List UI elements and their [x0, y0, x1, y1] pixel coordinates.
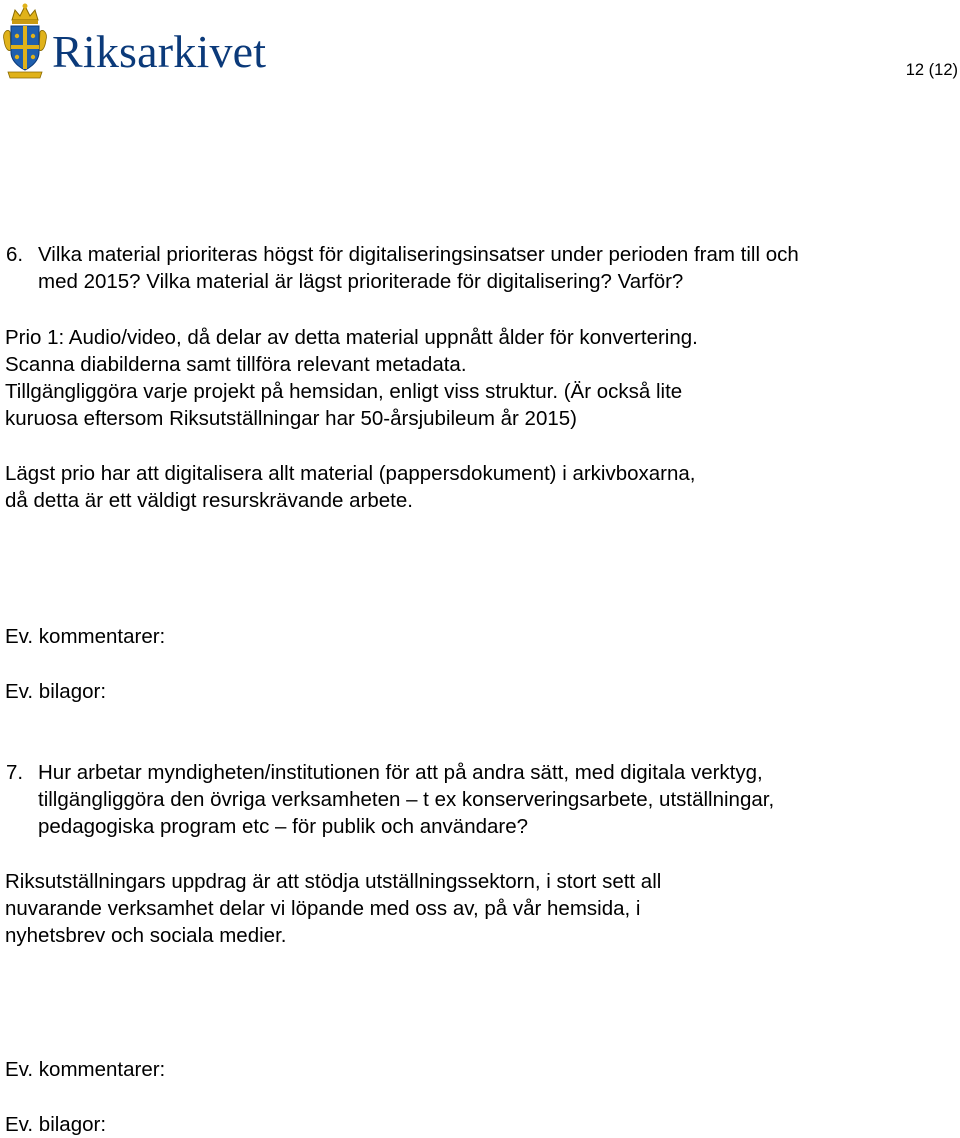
- page-number: 12 (12): [905, 61, 958, 79]
- attachments-label: Ev. bilagor:: [5, 1113, 107, 1136]
- question-text: Vilka material prioriteras högst för digitaliseringsinsatser under perioden fram till och: [38, 243, 799, 266]
- answer-line: Lägst prio har att digitalisera allt material (pappersdokument) i arkivboxarna,: [5, 462, 696, 485]
- answer-line: nyhetsbrev och sociala medier.: [5, 924, 287, 947]
- answer-line: Scanna diabilderna samt tillföra relevant metadata.: [5, 353, 467, 376]
- question-7-line-1: [0, 761, 960, 785]
- royal-crest-icon: [2, 2, 48, 80]
- question-7-line-3: [0, 815, 960, 839]
- question-6-line-2: [0, 270, 960, 294]
- answer-line: då detta är ett väldigt resurskrävande arbete.: [5, 489, 413, 512]
- attachments-label: Ev. bilagor:: [5, 680, 107, 703]
- comments-label: Ev. kommentarer:: [5, 625, 166, 648]
- question-text: pedagogiska program etc – för publik och användare?: [38, 815, 529, 838]
- question-number: 7.: [6, 761, 24, 784]
- answer-line: Prio 1: Audio/video, då delar av detta material uppnått ålder för konvertering.: [5, 326, 698, 349]
- question-number: 6.: [6, 243, 24, 266]
- question-6-line-1: [0, 243, 960, 267]
- question-text: Hur arbetar myndigheten/institutionen för att på andra sätt, med digitala verktyg,: [38, 761, 763, 784]
- riksarkivet-logo: [2, 2, 272, 82]
- question-7-line-2: [0, 788, 960, 812]
- answer-line: Riksutställningars uppdrag är att stödja utställningssektorn, i stort sett all: [5, 870, 662, 893]
- answer-line: nuvarande verksamhet delar vi löpande med oss av, på vår hemsida, i: [5, 897, 641, 920]
- logo-wordmark: Riksarkivet: [52, 26, 267, 77]
- question-text: tillgängliggöra den övriga verksamheten – t ex konserveringsarbete, utställningar,: [38, 788, 775, 811]
- answer-line: kuruosa eftersom Riksutställningar har 50-årsjubileum år 2015): [5, 407, 577, 430]
- question-text: med 2015? Vilka material är lägst prioriterade för digitalisering? Varför?: [38, 270, 684, 293]
- comments-label: Ev. kommentarer:: [5, 1058, 166, 1081]
- answer-line: Tillgängliggöra varje projekt på hemsidan, enligt viss struktur. (Är också lite: [5, 380, 683, 403]
